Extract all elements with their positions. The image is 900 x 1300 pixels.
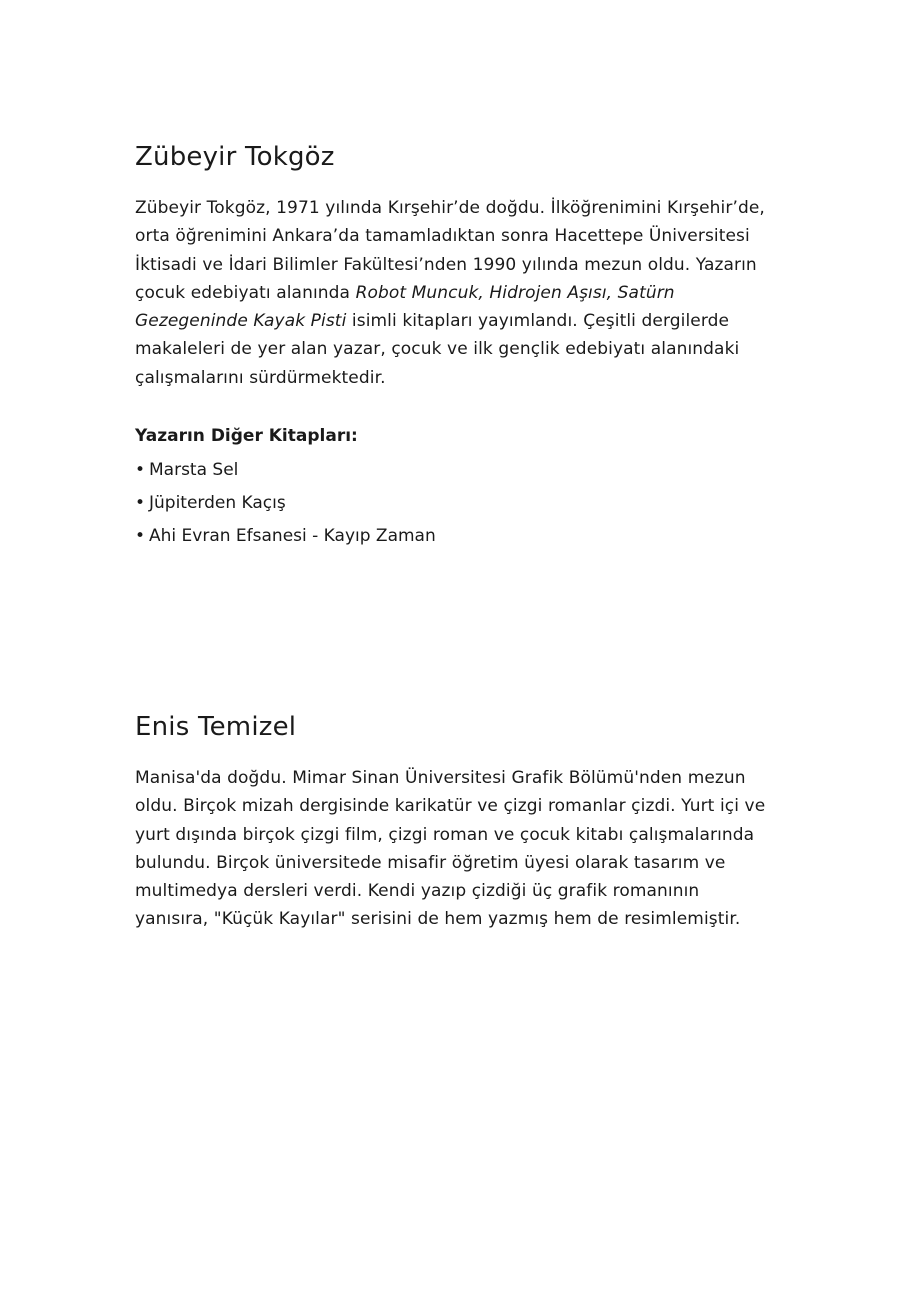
biography-book-titles: Robot Muncuk, Hidrojen Aşısı, Satürn Gezegeninde Kayak Pisti bbox=[135, 282, 675, 332]
author-name: Zübeyir Tokgöz bbox=[135, 142, 335, 172]
illustrator-bio-enis-temizel bbox=[135, 708, 775, 934]
book-title: Ahi Evran Efsanesi - Kayıp Zaman bbox=[149, 526, 436, 547]
other-books-heading: Yazarın Diğer Kitapları: bbox=[135, 426, 358, 447]
list-item bbox=[135, 520, 775, 553]
bullet-icon: • bbox=[135, 493, 146, 514]
list-item bbox=[135, 487, 775, 520]
biography-text-end: isimli kitapları yayımlandı. Çeşitli dergilerde makaleleri de yer alan yazar, çocuk ve ilk gençlik edebiyatı alanındaki çalışmalarını sürdürmektedir. bbox=[135, 311, 740, 388]
book-title: Marsta Sel bbox=[149, 460, 239, 481]
bullet-icon: • bbox=[135, 460, 146, 481]
author-bio-zubeyir-tokgoz bbox=[135, 138, 775, 553]
biography-text-start: Zübeyir Tokgöz, 1971 yılında Kırşehir’de doğdu. İlköğrenimini Kırşehir’de, orta öğrenimini Ankara’da tamamladıktan sonra Hacettepe Üniversitesi İktisadi ve İdari Bilimler Fakültesi’nden 1990 yılında mezun oldu. Yazarın çocuk edebiyatı alanında bbox=[135, 198, 765, 303]
illustrator-biography: Manisa'da doğdu. Mimar Sinan Üniversitesi Grafik Bölümü'nden mezun oldu. Birçok mizah dergisinde karikatür ve çizgi romanlar çizdi. Yurt içi ve yurt dışında birçok çizgi film, çizgi roman ve çocuk kitabı çalışmalarında bulundu. Birçok üniversitede misafir öğretim üyesi olarak tasarım ve multimedya dersleri verdi. Kendi yazıp çizdiği üç grafik romanının yanısıra, "Küçük Kayılar" serisini de hem yazmış hem de resimlemiştir. bbox=[135, 768, 766, 930]
illustrator-name: Enis Temizel bbox=[135, 712, 297, 742]
list-item bbox=[135, 454, 775, 487]
book-title: Jüpiterden Kaçış bbox=[149, 493, 286, 514]
other-books-list bbox=[135, 454, 775, 553]
bullet-icon: • bbox=[135, 526, 146, 547]
author-biography bbox=[135, 194, 775, 392]
